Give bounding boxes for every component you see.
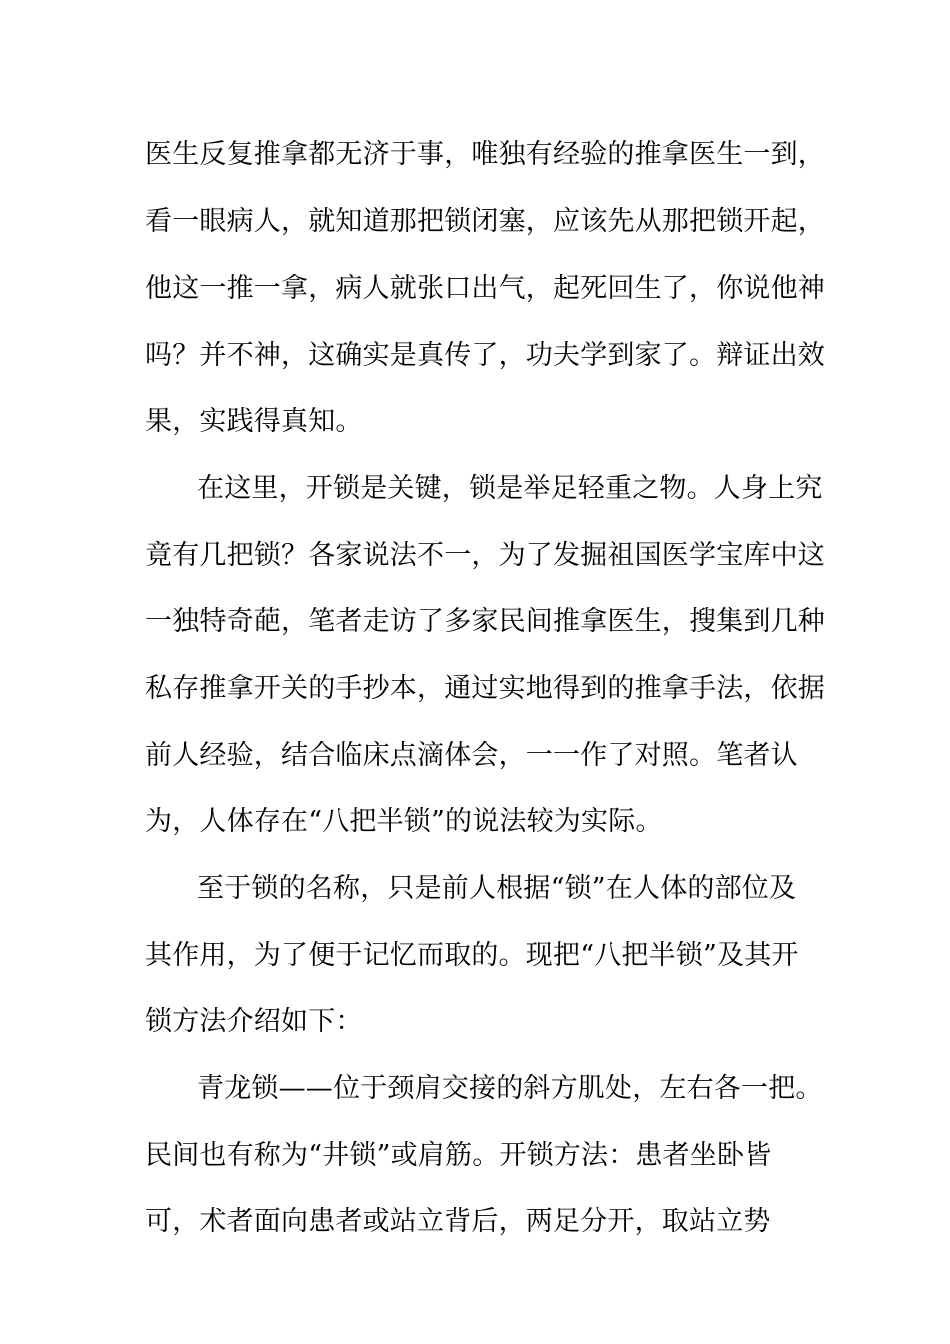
paragraph-first-line: 至于锁的名称，只是前人根据“锁”在人体的部位及 bbox=[197, 873, 797, 904]
text-line: 他这一推一拿，病人就张口出气，起死回生了，你说他神 bbox=[145, 273, 825, 304]
paragraph-first-line: 青龙锁——位于颈肩交接的斜方肌处，左右各一把。 bbox=[197, 1073, 823, 1104]
text-line: 为，人体存在“八把半锁”的说法较为实际。 bbox=[145, 806, 663, 837]
text-line: 吗？并不神，这确实是真传了，功夫学到家了。辩证出效 bbox=[145, 340, 825, 371]
paragraph-first-line: 在这里，开锁是关键，锁是举足轻重之物。人身上究 bbox=[197, 473, 823, 504]
text-line: 果，实践得真知。 bbox=[145, 406, 363, 437]
text-line: 前人经验，结合临床点滴体会，一一作了对照。笔者认 bbox=[145, 740, 798, 771]
text-line: 其作用，为了便于记忆而取的。现把“八把半锁”及其开 bbox=[145, 940, 799, 971]
text-line: 看一眼病人，就知道那把锁闭塞，应该先从那把锁开起， bbox=[145, 206, 825, 237]
text-line: 一独特奇葩，笔者走访了多家民间推拿医生，搜集到几种 bbox=[145, 606, 825, 637]
text-line: 医生反复推拿都无济于事，唯独有经验的推拿医生一到， bbox=[145, 139, 825, 170]
text-line: 锁方法介绍如下： bbox=[145, 1006, 363, 1037]
text-line: 民间也有称为“井锁”或肩筋。开锁方法：患者坐卧皆 bbox=[145, 1140, 772, 1171]
text-line: 竟有几把锁？各家说法不一，为了发掘祖国医学宝库中这 bbox=[145, 540, 825, 571]
text-line: 可，术者面向患者或站立背后，两足分开，取站立势 bbox=[145, 1206, 771, 1237]
text-line: 私存推拿开关的手抄本，通过实地得到的推拿手法，依据 bbox=[145, 673, 825, 704]
